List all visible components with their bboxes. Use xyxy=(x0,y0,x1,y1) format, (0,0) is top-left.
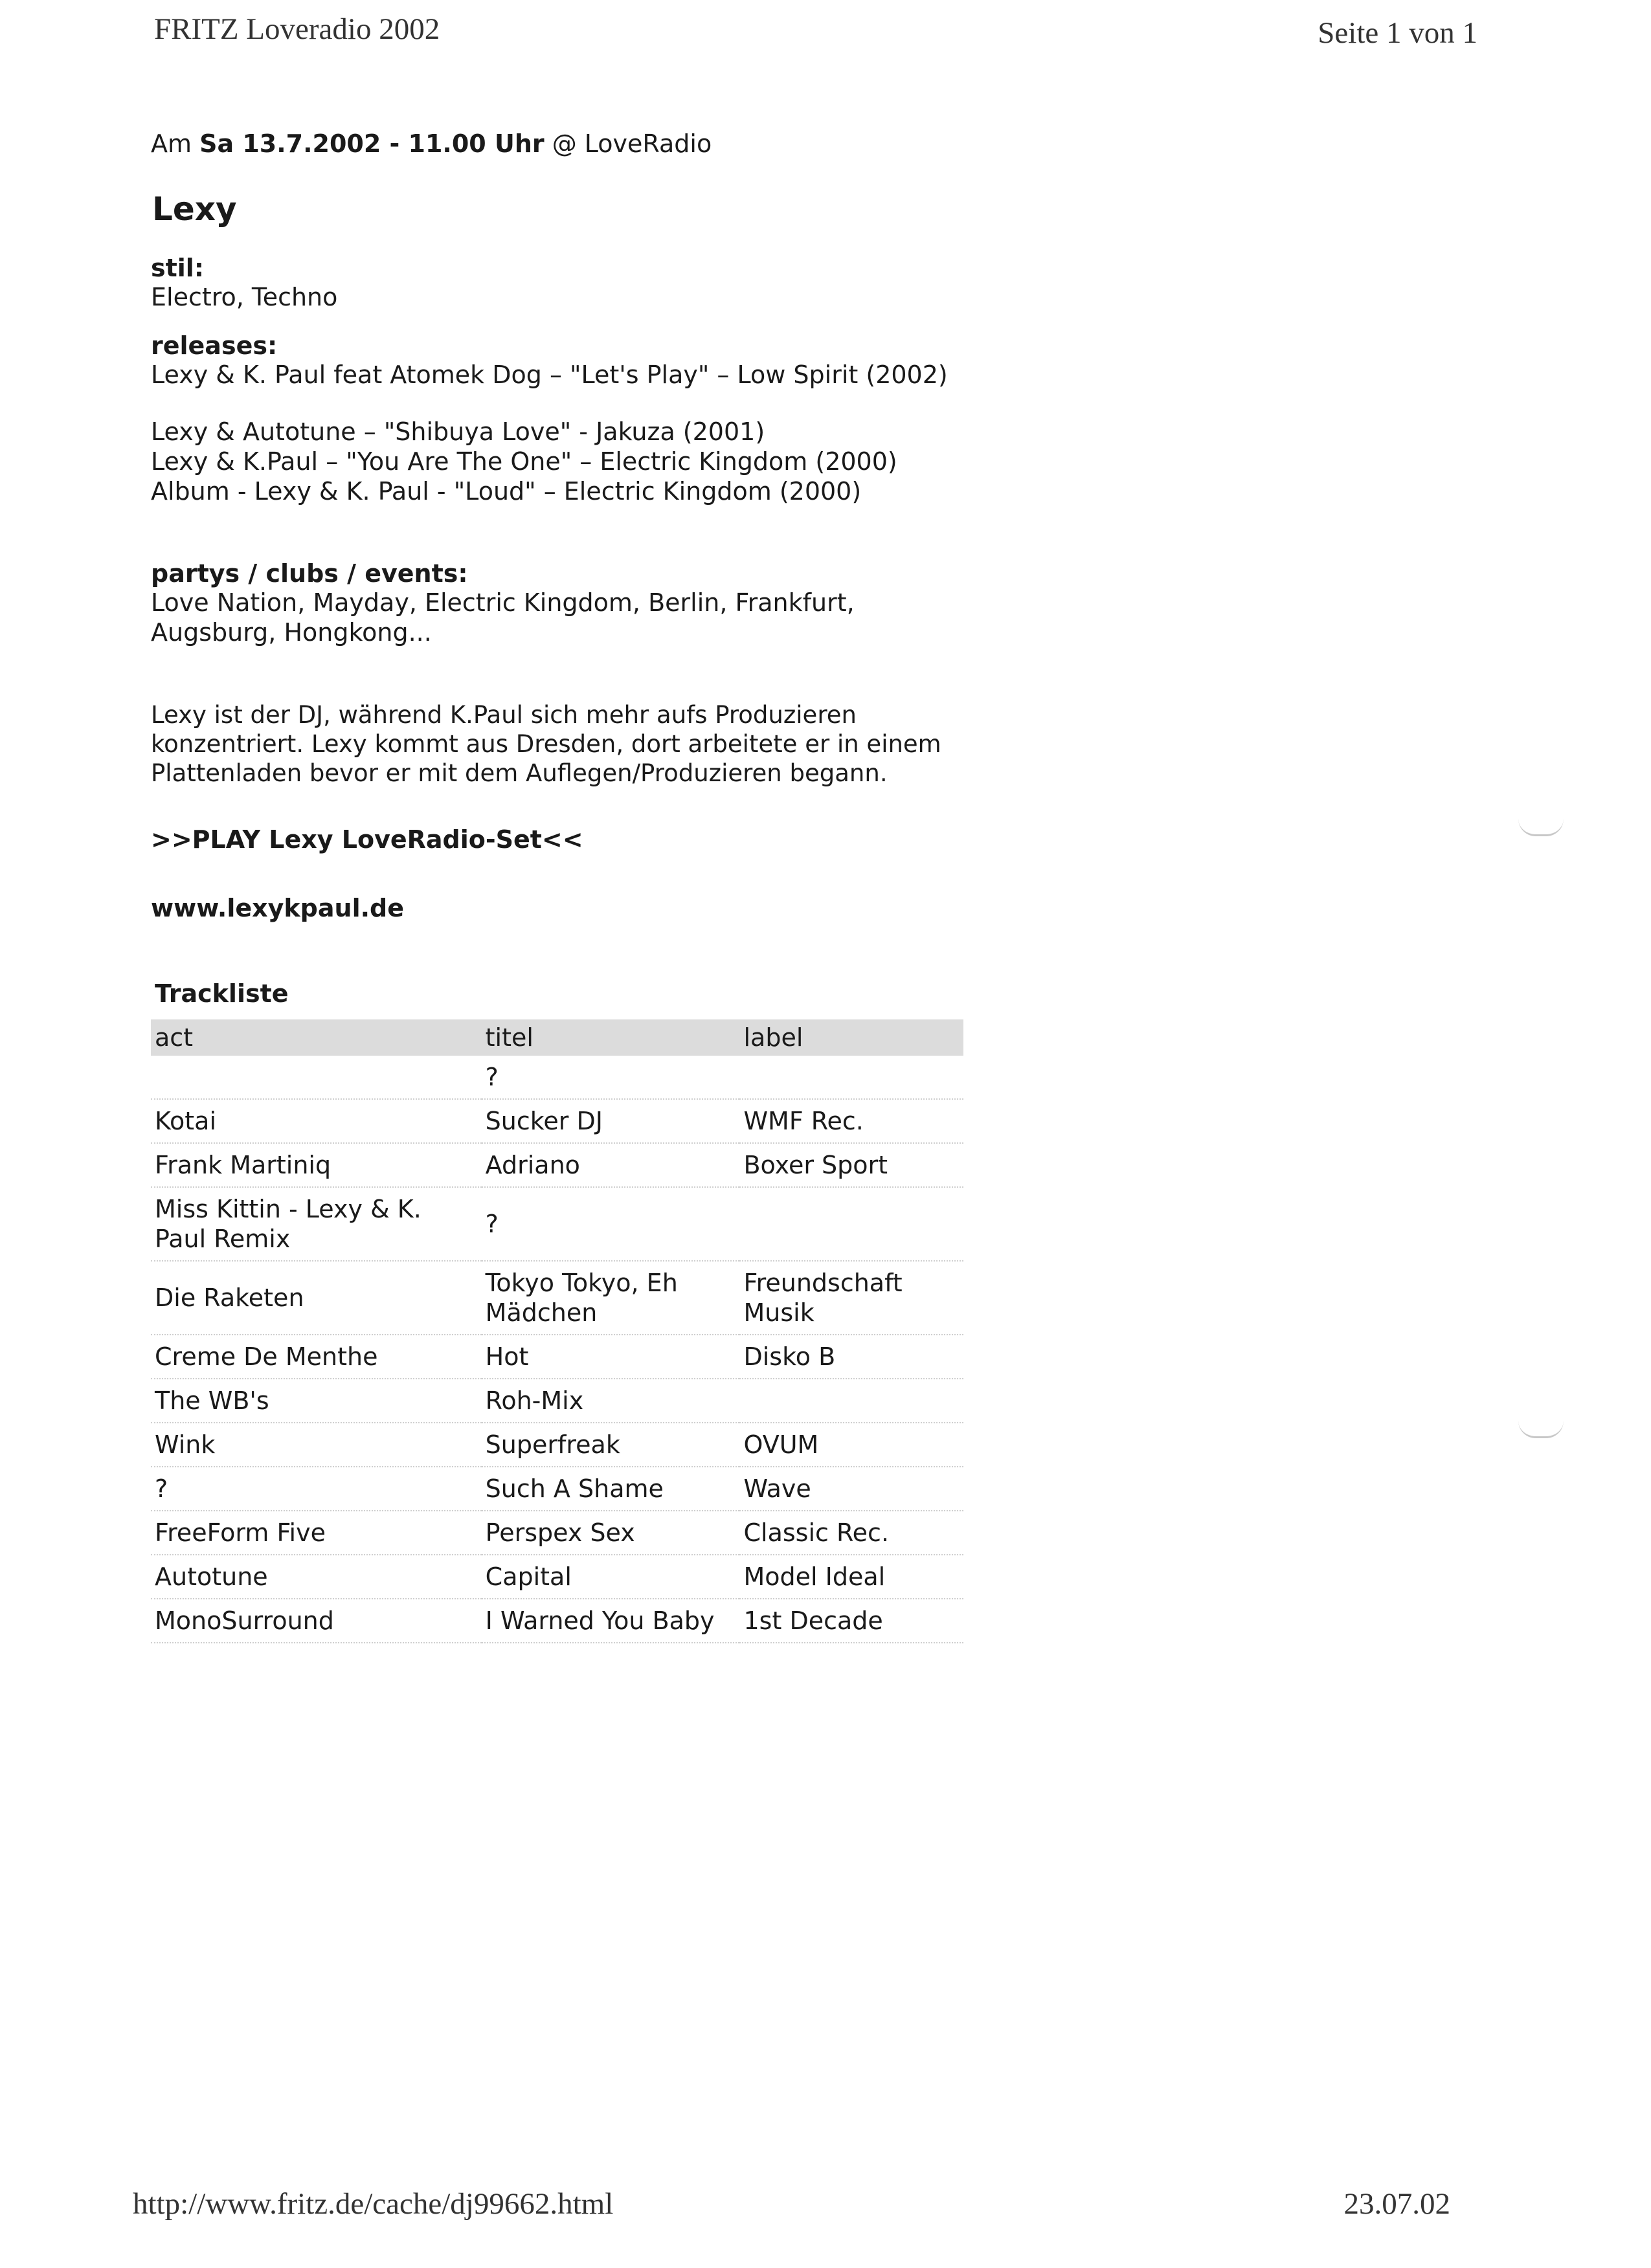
track-act-cell: Die Raketen xyxy=(151,1261,482,1335)
events-label: partys / clubs / events: xyxy=(151,559,468,588)
stil-value: Electro, Techno xyxy=(151,283,338,311)
website-link[interactable]: www.lexykpaul.de xyxy=(151,894,405,922)
track-label-cell: Classic Rec. xyxy=(739,1511,963,1555)
print-footer-date: 23.07.02 xyxy=(1343,2187,1450,2221)
track-label-cell xyxy=(739,1379,963,1423)
track-label-cell xyxy=(739,1056,963,1099)
bio-paragraph xyxy=(151,700,1044,788)
track-title-cell: Perspex Sex xyxy=(482,1511,740,1555)
track-title-cell: Superfreak xyxy=(482,1423,740,1467)
track-label-cell: WMF Rec. xyxy=(739,1099,963,1143)
column-header-titel: titel xyxy=(482,1019,740,1056)
table-row xyxy=(151,1099,963,1143)
track-title-cell: I Warned You Baby xyxy=(482,1599,740,1643)
track-title-cell: Hot xyxy=(482,1335,740,1379)
bio-line: konzentriert. Lexy kommt aus Dresden, dort arbeitete er in einem xyxy=(151,730,941,758)
table-header-row xyxy=(151,1019,963,1056)
release-item: Lexy & K. Paul feat Atomek Dog – "Let's Play" – Low Spirit (2002) xyxy=(151,361,948,389)
table-row xyxy=(151,1261,963,1335)
tracklist-table xyxy=(151,1019,963,1643)
tracklist-body xyxy=(151,1056,963,1643)
table-row xyxy=(151,1143,963,1187)
track-title-cell: Such A Shame xyxy=(482,1467,740,1511)
track-title-cell: ? xyxy=(482,1187,740,1261)
releases-section xyxy=(151,331,1044,506)
dateline-prefix: Am xyxy=(151,129,192,158)
track-act-cell: ? xyxy=(151,1467,482,1511)
track-label-cell: Boxer Sport xyxy=(739,1143,963,1187)
dateline-date: Sa 13.7.2002 - 11.00 Uhr xyxy=(199,129,545,158)
track-act-cell: Creme De Menthe xyxy=(151,1335,482,1379)
play-set-link[interactable]: >>PLAY Lexy LoveRadio-Set<< xyxy=(151,825,583,854)
track-title-cell: ? xyxy=(482,1056,740,1099)
track-title-cell: Roh-Mix xyxy=(482,1379,740,1423)
releases-label: releases: xyxy=(151,331,278,360)
track-label-cell: Model Ideal xyxy=(739,1555,963,1599)
track-label-cell: 1st Decade xyxy=(739,1599,963,1643)
table-row xyxy=(151,1335,963,1379)
table-row xyxy=(151,1379,963,1423)
track-label-cell xyxy=(739,1187,963,1261)
print-header-title: FRITZ Loveradio 2002 xyxy=(154,12,440,46)
track-label-cell: Disko B xyxy=(739,1335,963,1379)
release-item: Lexy & K.Paul – "You Are The One" – Electric Kingdom (2000) xyxy=(151,447,897,476)
stil-label: stil: xyxy=(151,254,205,282)
table-row xyxy=(151,1555,963,1599)
track-act-cell: MonoSurround xyxy=(151,1599,482,1643)
events-line: Augsburg, Hongkong... xyxy=(151,618,432,647)
track-act-cell: Kotai xyxy=(151,1099,482,1143)
bio-line: Lexy ist der DJ, während K.Paul sich mehr aufs Produzieren xyxy=(151,701,857,729)
bio-line: Plattenladen bevor er mit dem Auflegen/Produzieren begann. xyxy=(151,759,888,787)
events-line: Love Nation, Mayday, Electric Kingdom, Berlin, Frankfurt, xyxy=(151,588,855,617)
dateline-suffix: @ LoveRadio xyxy=(552,129,712,158)
track-title-cell: Sucker DJ xyxy=(482,1099,740,1143)
scan-mark xyxy=(1518,819,1564,836)
page-content xyxy=(151,129,1044,1643)
track-label-cell: Freundschaft Musik xyxy=(739,1261,963,1335)
page-title: Lexy xyxy=(152,190,237,228)
stil-section xyxy=(151,254,1044,312)
column-header-act: act xyxy=(151,1019,482,1056)
table-row xyxy=(151,1511,963,1555)
events-section xyxy=(151,559,1044,647)
dateline xyxy=(151,129,1044,158)
track-label-cell: Wave xyxy=(739,1467,963,1511)
track-act-cell: FreeForm Five xyxy=(151,1511,482,1555)
table-row xyxy=(151,1599,963,1643)
table-row xyxy=(151,1423,963,1467)
column-header-label: label xyxy=(739,1019,963,1056)
track-label-cell: OVUM xyxy=(739,1423,963,1467)
track-title-cell: Adriano xyxy=(482,1143,740,1187)
print-footer-url: http://www.fritz.de/cache/dj99662.html xyxy=(133,2187,614,2221)
release-item: Lexy & Autotune – "Shibuya Love" - Jakuza (2001) xyxy=(151,417,765,446)
track-act-cell: The WB's xyxy=(151,1379,482,1423)
table-row xyxy=(151,1187,963,1261)
track-title-cell: Tokyo Tokyo, Eh Mädchen xyxy=(482,1261,740,1335)
release-item: Album - Lexy & K. Paul - "Loud" – Electric Kingdom (2000) xyxy=(151,477,862,506)
tracklist-heading: Trackliste xyxy=(155,979,289,1008)
table-row xyxy=(151,1056,963,1099)
track-title-cell: Capital xyxy=(482,1555,740,1599)
track-act-cell: Wink xyxy=(151,1423,482,1467)
table-row xyxy=(151,1467,963,1511)
track-act-cell: Frank Martiniq xyxy=(151,1143,482,1187)
track-act-cell: Autotune xyxy=(151,1555,482,1599)
track-act-cell xyxy=(151,1056,482,1099)
print-page-count: Seite 1 von 1 xyxy=(1318,16,1477,50)
track-act-cell: Miss Kittin - Lexy & K. Paul Remix xyxy=(151,1187,482,1261)
scan-mark xyxy=(1518,1421,1564,1438)
